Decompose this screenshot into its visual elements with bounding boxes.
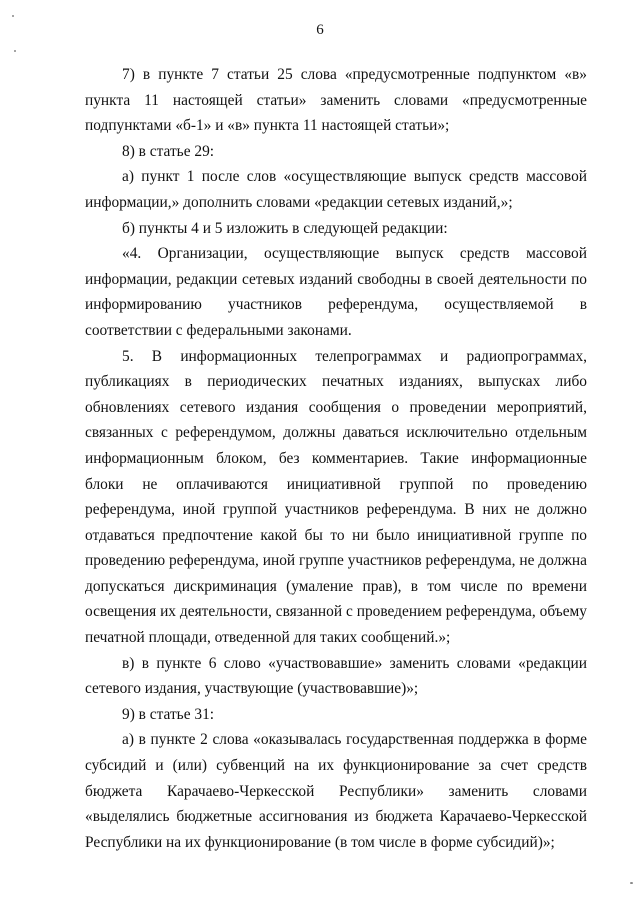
scan-speck bbox=[12, 15, 14, 17]
page-number: 6 bbox=[316, 22, 324, 38]
paragraph-subitem-a: а) пункт 1 после слов «осуществляющие выпуск средств массовой информации,» дополнить словами «редакции сетевых изданий,»; bbox=[85, 168, 587, 211]
paragraph-clause-4: «4. Организации, осуществляющие выпуск средств массовой информации, редакции сетевых изданий свободны в своей деятельности по информированию участников референдума, осуществляемой в соответствии с федеральными законами. bbox=[85, 245, 587, 339]
scan-speck bbox=[14, 50, 16, 52]
paragraph-clause-5: 5. В информационных телепрограммах и радиопрограммах, публикациях в периодических печатных изданиях, выпусках либо обновлениях сетевого издания сообщения о проведении мероприятий, связанных с референдумом, должны даваться исключительно отдельным информационным блоком, без комментариев. Такие информационные блоки не оплачиваются инициативной группой по проведению референдума, иной группой участников референдума. В них не должно отдаваться предпочтение какой бы то ни было инициативной группе по проведению референдума, иной группе участников референдума, не должна допускаться дискриминация (умаление прав), в том числе по времени освещения их деятельности, связанной с проведением референдума, объему печатной площади, отведенной для таких сообщений.»; bbox=[85, 347, 587, 647]
scan-speck bbox=[630, 882, 633, 884]
paragraph-item-7: 7) в пункте 7 статьи 25 слова «предусмотренные подпунктом «в» пункта 11 настоящей статьи» заменить словами «предусмотренные подпунктами «б-1» и «в» пункта 11 настоящей статьи»; bbox=[85, 66, 587, 135]
document-body bbox=[85, 62, 587, 855]
paragraph-item-8-heading: 8) в статье 29: bbox=[122, 142, 215, 160]
paragraph-subitem-v: в) в пункте 6 слово «участвовавшие» заменить словами «редакции сетевого издания, участвующие (участвовавшие)»; bbox=[85, 654, 587, 698]
paragraph-item-9-heading: 9) в статье 31: bbox=[122, 705, 215, 723]
paragraph-subitem-a-2: а) в пункте 2 слова «оказывалась государственная поддержка в форме субсидий и (или) субвенций на их функционирование за счет средств бюджета Карачаево-Черкесской Республики» заменить словами «выделялись бюджетные ассигнования из бюджета Карачаево-Черкесской Республики на их функционирование (в том числе в форме субсидий)»; bbox=[85, 731, 587, 851]
paragraph-subitem-b: б) пункты 4 и 5 изложить в следующей редакции: bbox=[122, 219, 448, 237]
